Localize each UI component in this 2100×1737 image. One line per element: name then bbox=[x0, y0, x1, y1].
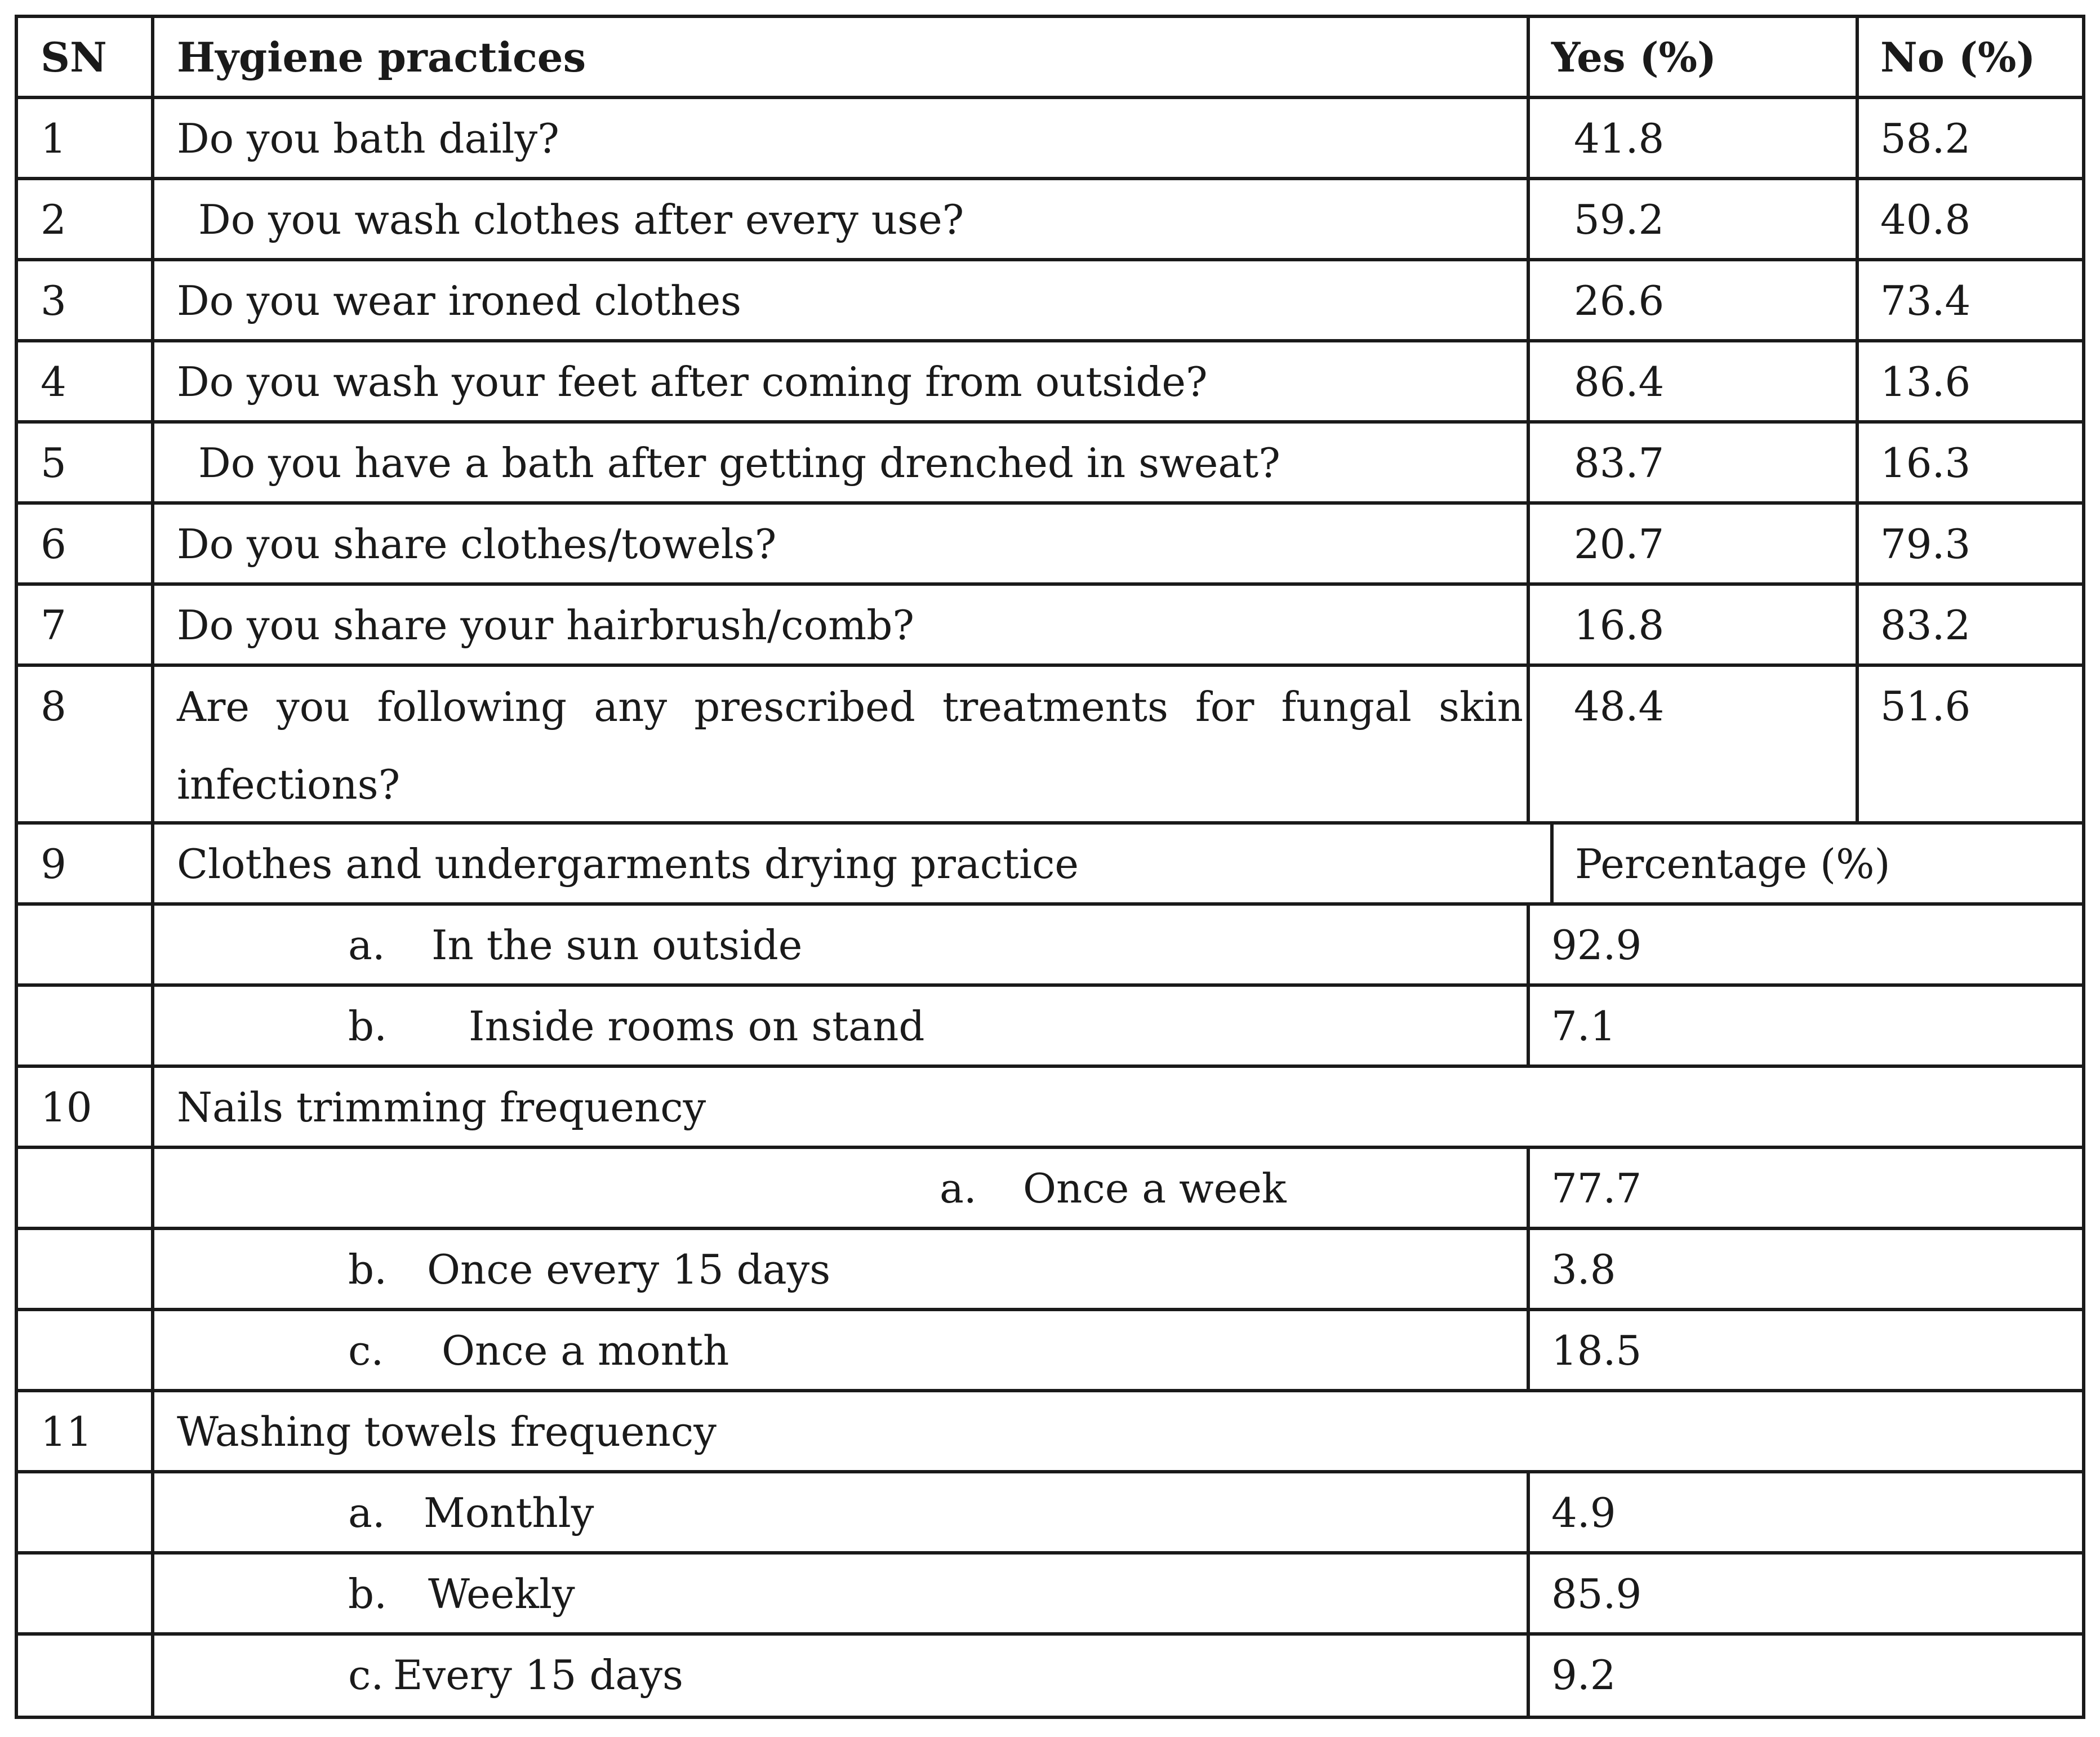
row-sn: 1 bbox=[41, 115, 66, 162]
row-no-value: 83.2 bbox=[1880, 602, 1971, 649]
item-marker: b. bbox=[348, 1246, 387, 1293]
item-value: 3.8 bbox=[1551, 1246, 1616, 1293]
item-value: 7.1 bbox=[1551, 1003, 1616, 1050]
row-sn: 11 bbox=[41, 1408, 92, 1455]
row-question: Are you following any prescribed treatments for fungal skin infections? bbox=[177, 683, 1523, 808]
percentage-header: Percentage (%) bbox=[1575, 840, 1890, 888]
row-divider bbox=[18, 1632, 2082, 1636]
item-label: Monthly bbox=[424, 1489, 594, 1536]
row-no-value: 58.2 bbox=[1880, 115, 1971, 162]
row-divider bbox=[18, 1470, 2082, 1473]
row-sn: 7 bbox=[41, 602, 66, 649]
col-divider-sn bbox=[151, 18, 154, 1716]
row-no-value: 79.3 bbox=[1880, 520, 1971, 568]
item-value: 85.9 bbox=[1551, 1570, 1642, 1618]
row-sn: 8 bbox=[41, 683, 66, 730]
item-label: Weekly bbox=[428, 1570, 575, 1618]
row-no-value: 51.6 bbox=[1880, 683, 1971, 730]
item-marker: c. bbox=[348, 1327, 384, 1374]
item-label: In the sun outside bbox=[431, 921, 803, 969]
col-divider-percentage-header bbox=[1550, 821, 1554, 902]
row-divider bbox=[18, 663, 2082, 667]
row-sn: 3 bbox=[41, 277, 66, 324]
row-divider bbox=[18, 96, 2082, 99]
item-label: Every 15 days bbox=[393, 1651, 683, 1699]
item-marker: a. bbox=[348, 1489, 385, 1536]
row-yes-value: 41.8 bbox=[1574, 115, 1665, 162]
row-divider bbox=[18, 1551, 2082, 1555]
row-yes-value: 20.7 bbox=[1574, 520, 1665, 568]
header-practice: Hygiene practices bbox=[177, 33, 586, 81]
row-no-value: 13.6 bbox=[1880, 358, 1971, 406]
section-title-drying: Clothes and undergarments drying practice bbox=[177, 840, 1079, 888]
row-divider bbox=[18, 582, 2082, 586]
row-divider bbox=[18, 1308, 2082, 1311]
item-value: 9.2 bbox=[1551, 1651, 1616, 1699]
item-marker: b. bbox=[348, 1003, 387, 1050]
row-yes-value: 26.6 bbox=[1574, 277, 1665, 324]
row-sn: 2 bbox=[41, 196, 66, 243]
col-divider-value bbox=[1527, 1470, 1530, 1716]
row-yes-value: 16.8 bbox=[1574, 602, 1665, 649]
section-title-nails: Nails trimming frequency bbox=[177, 1084, 706, 1131]
row-divider bbox=[18, 1389, 2082, 1392]
row-sn: 10 bbox=[41, 1084, 92, 1131]
header-no: No (%) bbox=[1880, 33, 2036, 81]
row-divider bbox=[18, 983, 2082, 987]
row-sn: 9 bbox=[41, 840, 66, 888]
row-no-value: 16.3 bbox=[1880, 439, 1971, 487]
row-question: Do you share your hairbrush/comb? bbox=[177, 602, 914, 649]
item-marker: a. bbox=[348, 921, 385, 969]
col-divider-value bbox=[1527, 902, 1530, 1065]
hygiene-practices-table bbox=[15, 15, 2085, 1719]
row-yes-value: 59.2 bbox=[1574, 196, 1665, 243]
row-no-value: 40.8 bbox=[1880, 196, 1971, 243]
row-no-value: 73.4 bbox=[1880, 277, 1971, 324]
item-label: Once a month bbox=[442, 1327, 729, 1374]
item-label: Once a week bbox=[1023, 1165, 1287, 1212]
item-marker: a. bbox=[940, 1165, 977, 1212]
row-sn: 5 bbox=[41, 439, 66, 487]
item-marker: c. bbox=[348, 1651, 384, 1699]
item-label: Inside rooms on stand bbox=[469, 1003, 925, 1050]
section-title-towels: Washing towels frequency bbox=[177, 1408, 717, 1455]
row-yes-value: 86.4 bbox=[1574, 358, 1665, 406]
header-sn: SN bbox=[41, 33, 107, 81]
row-divider bbox=[18, 339, 2082, 342]
item-value: 18.5 bbox=[1551, 1327, 1642, 1374]
row-question: Do you wear ironed clothes bbox=[177, 277, 742, 324]
row-sn: 4 bbox=[41, 358, 66, 406]
row-divider bbox=[18, 420, 2082, 424]
item-value: 4.9 bbox=[1551, 1489, 1616, 1536]
item-value: 77.7 bbox=[1551, 1165, 1642, 1212]
row-question: Do you wash your feet after coming from outside? bbox=[177, 358, 1208, 406]
item-marker: b. bbox=[348, 1570, 387, 1618]
row-question: Do you share clothes/towels? bbox=[177, 520, 777, 568]
row-question: Do you bath daily? bbox=[177, 115, 559, 162]
item-label: Once every 15 days bbox=[427, 1246, 831, 1293]
row-yes-value: 83.7 bbox=[1574, 439, 1665, 487]
row-divider bbox=[18, 177, 2082, 180]
row-divider bbox=[18, 1146, 2082, 1149]
col-divider-no bbox=[1856, 18, 1859, 821]
row-divider bbox=[18, 902, 2082, 906]
item-value: 92.9 bbox=[1551, 921, 1642, 969]
row-divider bbox=[18, 258, 2082, 261]
row-question: Do you wash clothes after every use? bbox=[198, 196, 964, 243]
row-question: Do you have a bath after getting drenched in sweat? bbox=[198, 439, 1280, 487]
header-yes: Yes (%) bbox=[1551, 33, 1717, 81]
row-divider bbox=[18, 501, 2082, 505]
row-divider bbox=[18, 1227, 2082, 1230]
row-divider bbox=[18, 1065, 2082, 1068]
row-yes-value: 48.4 bbox=[1574, 683, 1665, 730]
row-sn: 6 bbox=[41, 520, 66, 568]
col-divider-value bbox=[1527, 1146, 1530, 1389]
col-divider-yes bbox=[1527, 18, 1530, 821]
